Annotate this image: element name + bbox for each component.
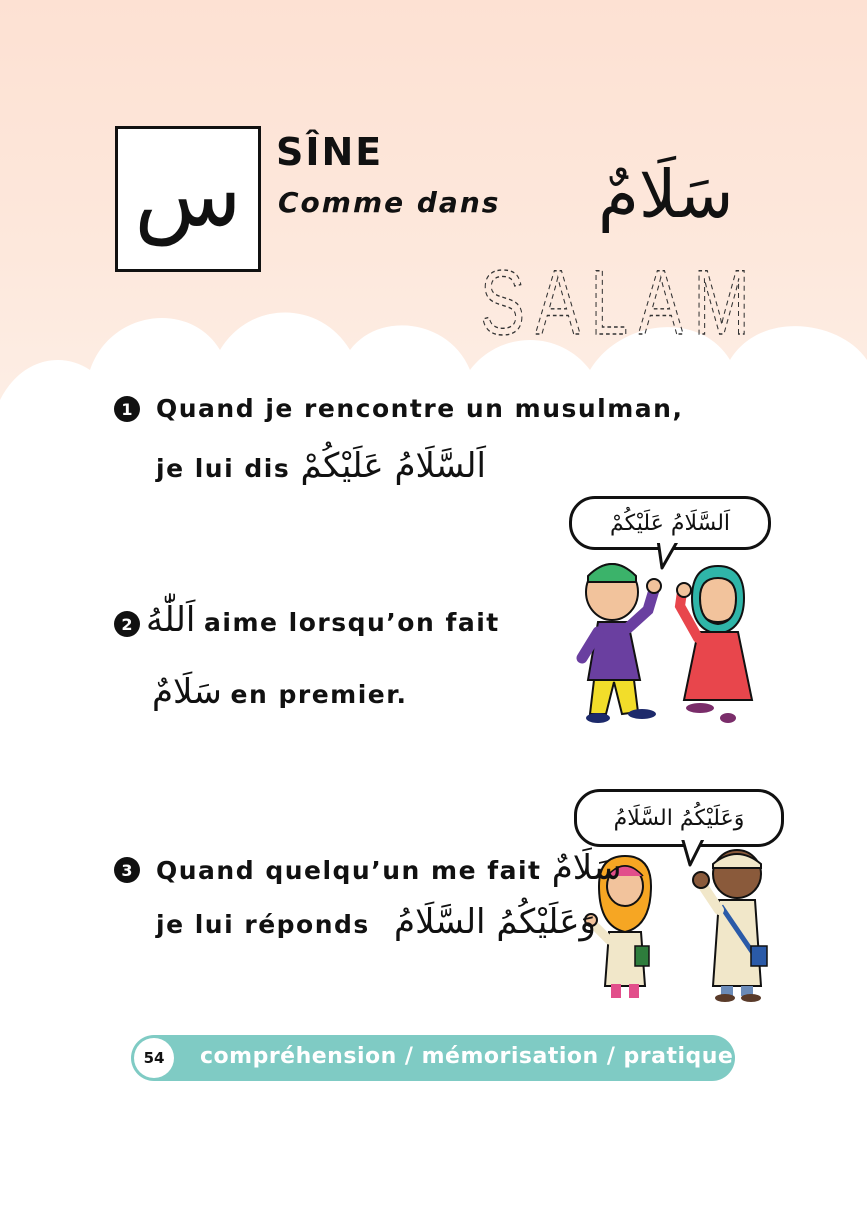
- item-2-line1: [146, 600, 500, 640]
- item-1-line2: [156, 446, 486, 486]
- item-3-line1-text: Quand quelqu’un me fait: [156, 856, 542, 885]
- speech-bubble-top-text: اَلسَّلَامُ عَلَيْكُمْ: [609, 510, 731, 536]
- item-2-line2: [152, 672, 408, 712]
- speech-bubble-bottom-text: وَعَلَيْكُمُ السَّلَامُ: [613, 805, 745, 831]
- tracing-word: [478, 252, 768, 354]
- comme-dans-label: Comme dans: [278, 186, 501, 219]
- item-1-line2-arabic: اَلسَّلَامُ عَلَيْكُمْ: [300, 446, 486, 486]
- children-greeting-illustration: [568, 552, 768, 732]
- item-1-line1: Quand je rencontre un musulman,: [156, 394, 684, 423]
- item-3-line2-text: je lui réponds: [156, 910, 370, 939]
- item-2-line2-text: en premier.: [230, 680, 408, 709]
- example-word-arabic: سَلَامٌ: [598, 156, 734, 233]
- letter-box: [115, 126, 261, 272]
- item-1-line2-text: je lui dis: [156, 454, 291, 483]
- speech-bubble-top-tail: [650, 538, 690, 572]
- page-number: 54: [134, 1038, 174, 1078]
- item-number-1: 1: [114, 396, 140, 422]
- letter-name: SÎNE: [276, 130, 384, 174]
- item-3-line2-arabic: وَعَلَيْكُمُ السَّلَامُ: [394, 902, 596, 942]
- item-3-line1-arabic: سَلَامٌ: [551, 848, 622, 888]
- item-number-3: 3: [114, 857, 140, 883]
- tracing-word-text: SALAM: [480, 252, 760, 354]
- item-3-line2: [156, 902, 596, 942]
- footer-text: compréhension / mémorisation / pratique: [200, 1044, 734, 1069]
- item-3-line1: [156, 848, 622, 888]
- speech-bubble-bottom-tail: [674, 835, 714, 869]
- item-2-line1-arabic: اَللّٰهُ: [146, 600, 196, 640]
- item-2-line2-arabic: سَلَامٌ: [152, 672, 222, 712]
- item-2-line1-text: aime lorsqu’on fait: [204, 608, 500, 637]
- letter-glyph: س: [134, 143, 242, 246]
- item-number-2: 2: [114, 611, 140, 637]
